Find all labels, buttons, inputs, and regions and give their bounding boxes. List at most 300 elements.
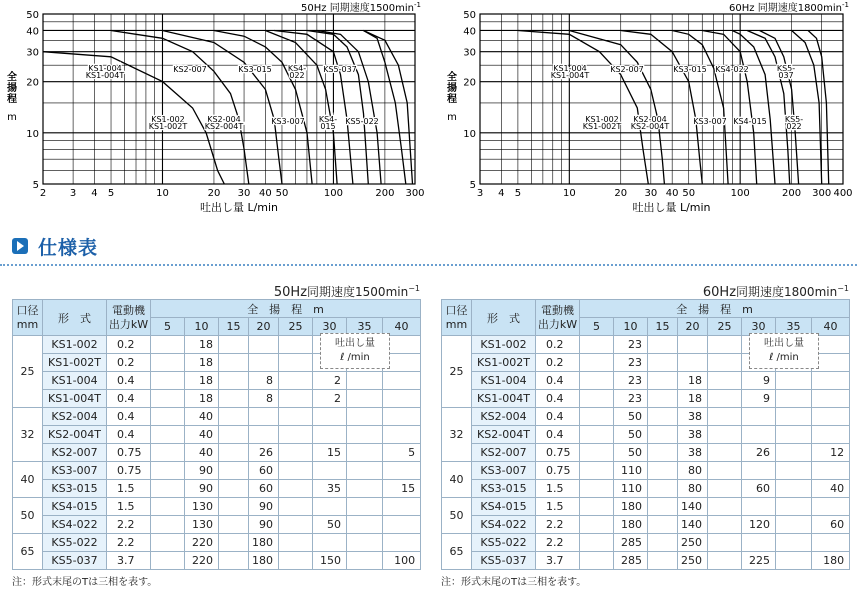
flow-cell: 50 xyxy=(614,408,648,426)
flow-cell xyxy=(776,552,812,570)
flow-cell: 18 xyxy=(185,336,219,354)
flow-cell: 40 xyxy=(185,408,219,426)
header-bore-unit: mm xyxy=(16,317,39,331)
flow-cell xyxy=(279,336,313,354)
flow-cell xyxy=(708,426,742,444)
flow-cell xyxy=(347,462,383,480)
flow-cell xyxy=(279,372,313,390)
flow-cell xyxy=(383,426,421,444)
flow-cell xyxy=(678,354,708,372)
table-row xyxy=(13,480,421,498)
model-cell: KS5-022 xyxy=(43,534,107,552)
footnote: 注：形式末尾のTは三相を表す。 xyxy=(441,577,587,588)
motor-kw-cell: 2.2 xyxy=(107,516,151,534)
flow-cell: 15 xyxy=(313,444,347,462)
header-head-value: 15 xyxy=(219,318,249,336)
x-tick-label: 5 xyxy=(107,188,115,199)
flow-cell xyxy=(580,426,614,444)
flow-cell xyxy=(279,462,313,480)
motor-kw-cell: 1.5 xyxy=(536,498,580,516)
header-head-value: 25 xyxy=(279,318,313,336)
x-tick-label: 10 xyxy=(156,188,169,199)
model-cell: KS4-022 xyxy=(43,516,107,534)
flow-cell xyxy=(313,498,347,516)
x-tick-label: 300 xyxy=(812,188,832,199)
flow-cell xyxy=(151,354,185,372)
flow-cell xyxy=(776,498,812,516)
curve-label: KS4- xyxy=(318,115,338,124)
flow-cell: 220 xyxy=(185,534,219,552)
flow-cell xyxy=(776,426,812,444)
flow-cell xyxy=(648,444,678,462)
flow-cell xyxy=(347,552,383,570)
motor-kw-cell: 3.7 xyxy=(536,552,580,570)
flow-cell: 9 xyxy=(742,372,776,390)
model-cell: KS1-002 xyxy=(472,336,536,354)
table-title-frequency: 50Hz xyxy=(273,285,308,300)
flow-unit-note xyxy=(320,333,390,369)
flow-cell xyxy=(279,552,313,570)
curve-label: KS2-004 xyxy=(207,115,241,124)
flow-cell xyxy=(648,534,678,552)
table-row xyxy=(13,390,421,408)
flow-cell: 100 xyxy=(383,552,421,570)
flow-cell xyxy=(708,444,742,462)
flow-cell xyxy=(580,552,614,570)
bore-cell: 65 xyxy=(442,534,472,570)
flow-cell: 12 xyxy=(812,444,850,462)
motor-kw-cell: 0.2 xyxy=(536,336,580,354)
x-tick-label: 10 xyxy=(562,188,576,199)
table-row xyxy=(13,426,421,444)
bore-cell: 25 xyxy=(13,336,43,408)
flow-cell xyxy=(580,372,614,390)
curve-label: KS4-022 xyxy=(715,65,749,74)
y-axis-label-char: 程 xyxy=(447,94,457,105)
x-tick-label: 20 xyxy=(614,188,628,199)
curve-label: KS5- xyxy=(784,115,804,124)
flow-cell xyxy=(279,354,313,372)
header-model: 形 式 xyxy=(43,300,107,336)
model-cell: KS4-022 xyxy=(472,516,536,534)
curve-label: KS2-007 xyxy=(610,65,644,74)
header-bore xyxy=(442,300,472,336)
model-cell: KS2-004 xyxy=(472,408,536,426)
y-tick-label: 5 xyxy=(32,180,39,191)
flow-cell: 15 xyxy=(383,480,421,498)
motor-kw-cell: 0.4 xyxy=(536,426,580,444)
y-tick-label: 30 xyxy=(463,47,476,59)
flow-cell: 120 xyxy=(742,516,776,534)
flow-cell: 40 xyxy=(185,426,219,444)
flow-cell: 130 xyxy=(185,516,219,534)
curve-label: KS5- xyxy=(776,64,796,73)
flow-cell xyxy=(580,534,614,552)
flow-cell xyxy=(279,408,313,426)
arrow-bullet-icon xyxy=(12,238,28,254)
flow-cell xyxy=(776,444,812,462)
flow-cell xyxy=(249,336,279,354)
flow-cell xyxy=(383,390,421,408)
motor-kw-cell: 0.4 xyxy=(536,390,580,408)
flow-cell xyxy=(708,336,742,354)
x-tick-label: 40 xyxy=(665,188,679,199)
model-cell: KS2-004 xyxy=(43,408,107,426)
header-bore xyxy=(13,300,43,336)
flow-cell: 38 xyxy=(678,408,708,426)
motor-kw-cell: 0.4 xyxy=(536,408,580,426)
flow-cell xyxy=(383,516,421,534)
header-head-value: 10 xyxy=(614,318,648,336)
model-cell: KS2-007 xyxy=(43,444,107,462)
table-row xyxy=(13,444,421,462)
curve-label: KS5-037 xyxy=(323,65,357,74)
x-tick-label: 4 xyxy=(91,188,98,199)
motor-kw-cell: 0.4 xyxy=(107,426,151,444)
flow-cell xyxy=(219,498,249,516)
table-title-superscript: −1 xyxy=(837,284,849,293)
flow-cell xyxy=(151,390,185,408)
flow-cell xyxy=(219,444,249,462)
motor-kw-cell: 1.5 xyxy=(107,480,151,498)
model-cell: KS5-022 xyxy=(472,534,536,552)
motor-kw-cell: 0.2 xyxy=(536,354,580,372)
x-axis-label: 吐出し量 L/min xyxy=(632,201,711,214)
chart-caption: 50Hz 同期速度$1500\min^{-1}$ xyxy=(301,1,421,14)
flow-cell xyxy=(708,408,742,426)
flow-cell xyxy=(383,408,421,426)
flow-cell: 60 xyxy=(742,480,776,498)
flow-cell: 2 xyxy=(313,390,347,408)
flow-cell: 130 xyxy=(185,498,219,516)
curve-label: KS1-004T xyxy=(85,71,125,80)
header-bore-label: 口径 xyxy=(16,303,39,317)
flow-unit-note-label: 吐出し量 xyxy=(764,338,804,349)
flow-cell xyxy=(580,390,614,408)
flow-cell xyxy=(776,462,812,480)
table-row xyxy=(13,516,421,534)
flow-cell xyxy=(249,426,279,444)
flow-cell xyxy=(742,498,776,516)
curve-label: KS5-022 xyxy=(345,117,379,126)
flow-cell xyxy=(219,534,249,552)
flow-cell xyxy=(648,372,678,390)
curve-label: KS3-015 xyxy=(673,65,707,74)
flow-cell xyxy=(742,426,776,444)
table-row xyxy=(442,480,850,498)
flow-cell xyxy=(151,336,185,354)
x-tick-label: 20 xyxy=(207,188,221,199)
flow-cell xyxy=(347,426,383,444)
flow-unit-note-unit: ℓ /min xyxy=(769,352,799,363)
spec-section-heading xyxy=(12,233,98,259)
header-motor xyxy=(536,300,580,336)
x-tick-label: 30 xyxy=(644,188,658,199)
flow-cell xyxy=(776,534,812,552)
flow-cell xyxy=(219,480,249,498)
table-row xyxy=(442,552,850,570)
plot-frame xyxy=(43,14,415,184)
flow-cell: 8 xyxy=(249,390,279,408)
y-tick-label: 20 xyxy=(26,77,39,89)
flow-cell: 38 xyxy=(678,426,708,444)
table-row xyxy=(442,462,850,480)
flow-cell xyxy=(812,408,850,426)
flow-cell: 50 xyxy=(614,444,648,462)
x-tick-label: 5 xyxy=(514,188,522,199)
flow-cell: 9 xyxy=(742,390,776,408)
header-motor-unit: 出力kW xyxy=(537,317,578,331)
table-row xyxy=(442,408,850,426)
flow-cell: 5 xyxy=(383,444,421,462)
header-head-value: 35 xyxy=(347,318,383,336)
header-bore-label: 口径 xyxy=(445,303,468,317)
bore-cell: 40 xyxy=(442,462,472,498)
curve-label: 037 xyxy=(778,71,794,80)
curve-label: KS4-015 xyxy=(733,117,767,126)
motor-kw-cell: 2.2 xyxy=(107,534,151,552)
model-cell: KS1-002T xyxy=(43,354,107,372)
header-head-value: 25 xyxy=(708,318,742,336)
header-total-head: 全 揚 程 m xyxy=(580,300,850,318)
flow-cell: 60 xyxy=(249,480,279,498)
flow-cell: 250 xyxy=(678,552,708,570)
y-axis-label-char: 全 xyxy=(7,72,17,83)
x-tick-label: 50 xyxy=(275,188,289,199)
flow-cell xyxy=(347,408,383,426)
y-tick-label: 30 xyxy=(26,47,39,59)
flow-cell xyxy=(219,516,249,534)
flow-cell xyxy=(708,516,742,534)
flow-cell xyxy=(812,426,850,444)
flow-cell xyxy=(279,444,313,462)
y-tick-label: 20 xyxy=(463,77,476,89)
flow-cell: 50 xyxy=(313,516,347,534)
flow-cell: 26 xyxy=(742,444,776,462)
curve-label: 022 xyxy=(289,71,305,80)
table-title-60hz xyxy=(703,283,849,300)
flow-cell: 2 xyxy=(313,372,347,390)
table-row xyxy=(13,462,421,480)
flow-cell xyxy=(742,462,776,480)
flow-cell xyxy=(249,408,279,426)
flow-cell xyxy=(279,480,313,498)
flow-cell xyxy=(708,462,742,480)
flow-cell xyxy=(708,390,742,408)
header-motor-unit: 出力kW xyxy=(108,317,149,331)
flow-cell xyxy=(219,552,249,570)
y-tick-label: 5 xyxy=(469,180,476,191)
flow-cell: 8 xyxy=(249,372,279,390)
flow-cell: 23 xyxy=(614,372,648,390)
flow-cell xyxy=(776,372,812,390)
flow-cell xyxy=(151,552,185,570)
y-tick-label: 40 xyxy=(26,26,39,38)
flow-cell: 80 xyxy=(678,480,708,498)
flow-cell xyxy=(580,444,614,462)
flow-cell: 90 xyxy=(185,480,219,498)
motor-kw-cell: 0.4 xyxy=(107,372,151,390)
motor-kw-cell: 1.5 xyxy=(107,498,151,516)
flow-cell xyxy=(708,552,742,570)
flow-cell xyxy=(648,426,678,444)
flow-cell xyxy=(219,390,249,408)
flow-cell: 23 xyxy=(614,390,648,408)
flow-cell xyxy=(383,534,421,552)
flow-cell: 18 xyxy=(185,354,219,372)
flow-cell xyxy=(648,552,678,570)
y-tick-label: 40 xyxy=(463,26,476,38)
flow-cell xyxy=(347,372,383,390)
flow-cell xyxy=(708,534,742,552)
model-cell: KS3-015 xyxy=(472,480,536,498)
table-row xyxy=(13,498,421,516)
flow-unit-note xyxy=(749,333,819,369)
x-tick-label: 50 xyxy=(682,188,696,199)
y-axis-label-char: 揚 xyxy=(447,83,457,94)
flow-cell: 110 xyxy=(614,480,648,498)
model-cell: KS1-002T xyxy=(472,354,536,372)
flow-cell xyxy=(383,372,421,390)
table-row xyxy=(13,552,421,570)
flow-cell: 18 xyxy=(185,390,219,408)
flow-cell xyxy=(580,498,614,516)
bore-cell: 32 xyxy=(13,408,43,462)
flow-cell: 23 xyxy=(614,336,648,354)
flow-cell: 285 xyxy=(614,534,648,552)
flow-cell: 23 xyxy=(614,354,648,372)
bore-cell: 65 xyxy=(13,534,43,570)
y-axis-label-char: 揚 xyxy=(7,83,17,94)
flow-cell: 18 xyxy=(185,372,219,390)
flow-cell xyxy=(151,408,185,426)
dotted-divider xyxy=(0,264,857,266)
flow-cell: 18 xyxy=(678,390,708,408)
x-tick-label: 30 xyxy=(237,188,251,199)
flow-unit-note-unit: ℓ /min xyxy=(340,352,370,363)
header-motor xyxy=(107,300,151,336)
model-cell: KS1-004T xyxy=(43,390,107,408)
header-head-value: 20 xyxy=(678,318,708,336)
flow-cell xyxy=(219,336,249,354)
model-cell: KS1-004 xyxy=(472,372,536,390)
bore-cell: 50 xyxy=(442,498,472,534)
flow-cell: 140 xyxy=(678,516,708,534)
flow-cell: 40 xyxy=(185,444,219,462)
header-head-value: 10 xyxy=(185,318,219,336)
flow-cell: 110 xyxy=(614,462,648,480)
flow-cell xyxy=(279,390,313,408)
motor-kw-cell: 0.75 xyxy=(107,444,151,462)
curve-label: 015 xyxy=(320,122,336,131)
table-row xyxy=(442,444,850,462)
footnote: 注：形式末尾のTは三相を表す。 xyxy=(12,577,158,588)
header-bore-unit: mm xyxy=(445,317,468,331)
x-tick-label: 300 xyxy=(405,188,425,199)
curve-label: KS1-002T xyxy=(148,122,188,131)
curve-label: KS2-004 xyxy=(633,115,667,124)
model-cell: KS4-015 xyxy=(43,498,107,516)
header-total-head: 全 揚 程 m xyxy=(151,300,421,318)
table-row xyxy=(13,372,421,390)
table-row xyxy=(13,408,421,426)
curve-label: KS1-002T xyxy=(582,122,622,131)
flow-cell: 140 xyxy=(678,498,708,516)
motor-kw-cell: 0.75 xyxy=(536,444,580,462)
table-row xyxy=(442,498,850,516)
bore-cell: 50 xyxy=(13,498,43,534)
flow-cell xyxy=(347,516,383,534)
flow-cell xyxy=(313,408,347,426)
flow-cell xyxy=(151,480,185,498)
curve-label: KS1-002 xyxy=(585,115,619,124)
curve-label: KS1-004T xyxy=(550,71,590,80)
performance-chart-60hz xyxy=(430,0,857,220)
flow-cell: 180 xyxy=(249,534,279,552)
flow-cell xyxy=(219,462,249,480)
table-row xyxy=(442,534,850,552)
flow-cell xyxy=(313,462,347,480)
motor-kw-cell: 0.75 xyxy=(536,462,580,480)
table-row xyxy=(442,372,850,390)
y-tick-label: 50 xyxy=(26,10,39,21)
y-tick-label: 10 xyxy=(26,128,39,140)
flow-cell xyxy=(580,354,614,372)
curve-label: KS1-002 xyxy=(151,115,185,124)
flow-cell: 90 xyxy=(185,462,219,480)
flow-cell: 220 xyxy=(185,552,219,570)
flow-cell: 150 xyxy=(313,552,347,570)
x-tick-label: 400 xyxy=(833,188,853,199)
table-row xyxy=(442,426,850,444)
curve-label: KS3-007 xyxy=(271,117,305,126)
flow-cell xyxy=(648,462,678,480)
flow-cell xyxy=(151,426,185,444)
model-cell: KS1-002 xyxy=(43,336,107,354)
flow-cell xyxy=(776,480,812,498)
table-title-frequency: 60Hz xyxy=(702,285,737,300)
y-tick-label: 10 xyxy=(463,128,476,140)
flow-cell xyxy=(812,534,850,552)
flow-cell xyxy=(648,354,678,372)
header-head-value: 35 xyxy=(776,318,812,336)
flow-cell: 80 xyxy=(678,462,708,480)
bore-cell: 32 xyxy=(442,408,472,462)
x-tick-label: 100 xyxy=(323,188,343,199)
flow-cell xyxy=(313,426,347,444)
flow-cell xyxy=(151,498,185,516)
flow-cell: 285 xyxy=(614,552,648,570)
x-tick-label: 3 xyxy=(476,188,484,199)
model-cell: KS5-037 xyxy=(472,552,536,570)
flow-cell xyxy=(812,498,850,516)
flow-cell xyxy=(648,498,678,516)
header-head-value: 40 xyxy=(383,318,421,336)
flow-cell xyxy=(279,498,313,516)
curve-label: KS2-004T xyxy=(204,122,244,131)
motor-kw-cell: 0.4 xyxy=(107,390,151,408)
motor-kw-cell: 0.2 xyxy=(107,354,151,372)
chart-caption: 60Hz 同期速度$1800\min^{-1}$ xyxy=(729,1,849,14)
flow-cell xyxy=(313,534,347,552)
model-cell: KS1-004 xyxy=(43,372,107,390)
flow-cell xyxy=(580,462,614,480)
flow-cell xyxy=(151,516,185,534)
flow-cell xyxy=(708,480,742,498)
flow-cell xyxy=(580,408,614,426)
curve-label: KS3-007 xyxy=(693,117,727,126)
table-title-superscript: −1 xyxy=(408,284,420,293)
